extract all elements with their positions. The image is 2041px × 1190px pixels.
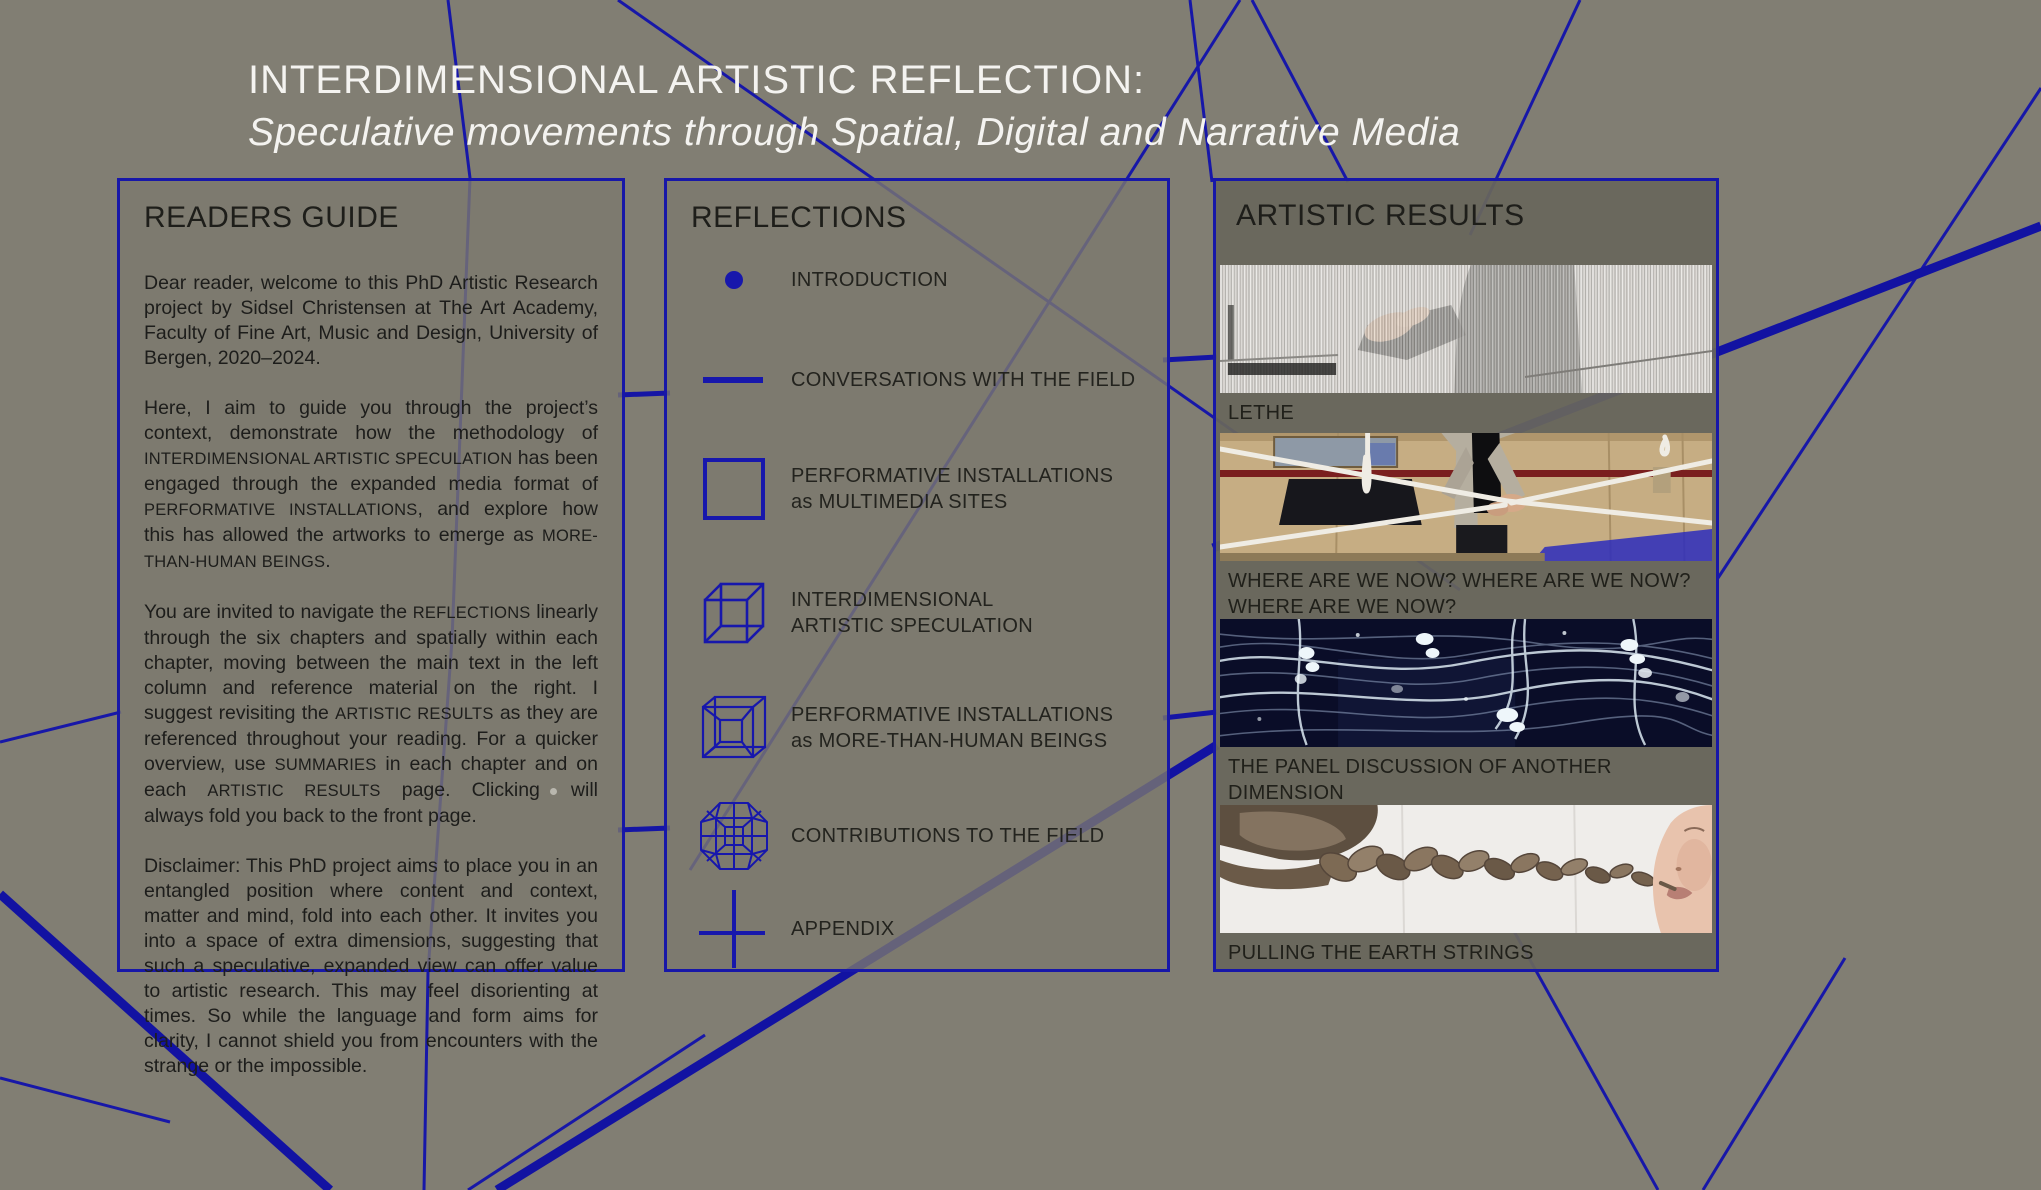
nav-item-interdimensional-speculation[interactable]	[693, 571, 1143, 655]
readers-guide-panel	[117, 178, 625, 1077]
tesseract-icon	[693, 687, 775, 769]
nav-item-introduction[interactable]	[693, 238, 1143, 322]
square-icon	[693, 448, 775, 530]
nav-item-more-than-human[interactable]	[693, 686, 1143, 770]
readers-guide-paragraph-4: Disclaimer: This PhD project aims to place you in an entangled position where content and context, matter and mind, fold into each other. It invites you into a space of extra dimensions, suggesting that such a speculative, expanded view can offer value to artistic research. This may feel disorienting at times. So while the language and form aims for clarity, I cannot shield you from encounters with the strange or the impossible.	[144, 855, 598, 1077]
site-title-line1: INTERDIMENSIONAL ARTISTIC REFLECTION:	[248, 58, 1146, 102]
braided-rope-thumbnail	[1220, 805, 1712, 933]
artistic-result-caption: PULLING THE EARTH STRINGS	[1228, 942, 1534, 964]
site-title	[248, 58, 1460, 155]
readers-guide-paragraph-3: You are invited to navigate the REFLECTIONS linearly through the six chapters and spatially within each chapter, moving between the main text in the left column and reference material on the right. I suggest revisiting the ARTISTIC RESULTS as they are referenced throughout your reading. For a quicker overview, use SUMMARIES in each chapter and on each ARTISTIC RESULTS page. Clicking will always fold you back to the front page.	[144, 601, 598, 827]
artistic-result-caption: THE PANEL DISCUSSION OF ANOTHER DIMENSION	[1228, 756, 1612, 804]
lethe-thumbnail	[1220, 265, 1712, 393]
nav-item-appendix[interactable]	[693, 887, 1143, 971]
nav-label: INTERDIMENSIONAL ARTISTIC SPECULATION	[791, 589, 1033, 637]
artistic-result-caption: LETHE	[1228, 402, 1294, 424]
site-title-line2: Speculative movements through Spatial, Digital and Narrative Media	[248, 111, 1461, 154]
artistic-result-lethe[interactable]	[1216, 265, 1716, 433]
nav-label: PERFORMATIVE INSTALLATIONS as MULTIMEDIA SITES	[791, 465, 1114, 513]
artistic-result-panel-discussion[interactable]	[1216, 619, 1716, 805]
fold-home-dot-icon[interactable]	[550, 788, 557, 795]
nav-item-multimedia-sites[interactable]	[693, 447, 1143, 531]
polytope-icon	[693, 795, 775, 877]
artistic-result-where-are-we-now[interactable]	[1216, 433, 1716, 619]
network-projection-thumbnail	[1220, 619, 1712, 747]
readers-guide-paragraph-1: Dear reader, welcome to this PhD Artistic Research project by Sidsel Christensen at The Art Academy, Faculty of Fine Art, Music and Design, University of Bergen, 2020–2024.	[144, 272, 598, 369]
reflections-panel	[664, 178, 1170, 972]
nav-label: CONVERSATIONS WITH THE FIELD	[791, 369, 1136, 391]
artistic-result-pulling-earth-strings[interactable]	[1216, 805, 1716, 973]
rope-performance-thumbnail	[1220, 433, 1712, 561]
readers-guide-heading: READERS GUIDE	[144, 201, 399, 234]
nav-item-contributions[interactable]	[693, 794, 1143, 878]
artistic-results-panel	[1213, 178, 1719, 972]
nav-label: INTRODUCTION	[791, 269, 948, 291]
nav-label: CONTRIBUTIONS TO THE FIELD	[791, 825, 1105, 847]
nav-label: APPENDIX	[791, 918, 895, 940]
nav-item-conversations[interactable]	[693, 338, 1143, 422]
plus-icon	[693, 888, 775, 970]
readers-guide-paragraph-2: Here, I aim to guide you through the project’s context, demonstrate how the methodology of INTERDIMENSIONAL ARTISTIC SPECULATION has been engaged through the expanded media format of PERFORMATIVE INSTALLATIONS, and explore how this has allowed the artworks to emerge as MORE-THAN-HUMAN BEINGS.	[144, 397, 599, 572]
nav-label: PERFORMATIVE INSTALLATIONS as MORE-THAN-HUMAN BEINGS	[791, 704, 1114, 752]
artistic-result-caption: WHERE ARE WE NOW? WHERE ARE WE NOW? WHERE ARE WE NOW?	[1228, 570, 1691, 618]
dot-icon	[693, 239, 775, 321]
artistic-results-heading: ARTISTIC RESULTS	[1236, 199, 1525, 232]
cube-icon	[693, 572, 775, 654]
line-icon	[693, 339, 775, 421]
reflections-heading: REFLECTIONS	[691, 201, 907, 234]
